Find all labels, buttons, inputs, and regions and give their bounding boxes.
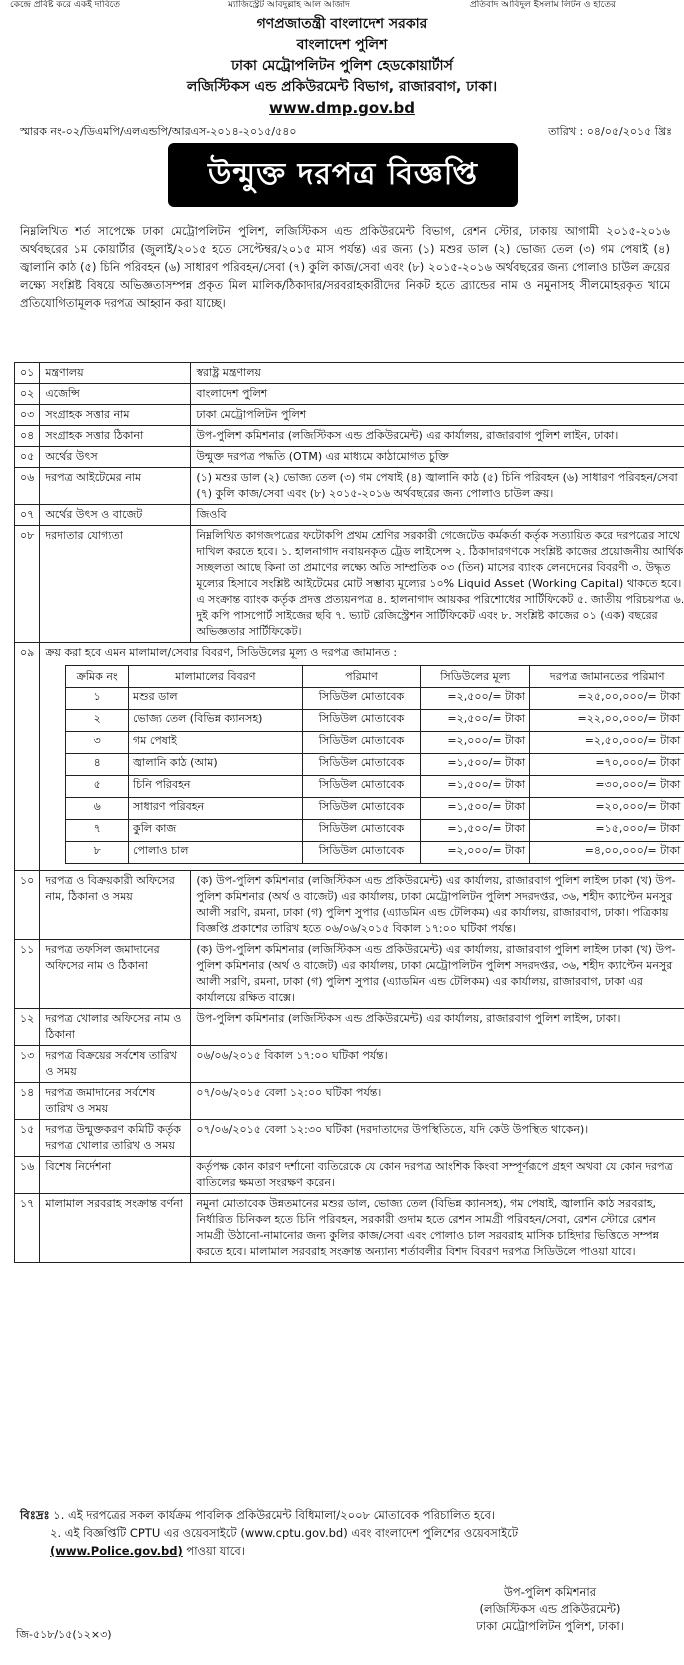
row-number: ০২ <box>15 384 40 405</box>
schedule-cell: =২,৫০০/= টাকা <box>421 710 530 732</box>
schedule-row <box>66 688 684 710</box>
row-number: ১৩ <box>15 1046 40 1083</box>
table-row <box>15 1009 684 1046</box>
table-row <box>15 1046 684 1083</box>
schedule-cell: জ্বালানি কাঠ (আম) <box>129 754 303 776</box>
publication-code: জি-৫১৮/১৫(১২×৩) <box>16 1628 112 1641</box>
row-label: অর্থের উৎস <box>40 447 191 468</box>
schedule-cell: =২,৫০,০০০/= টাকা <box>530 732 684 754</box>
row-value: জিওবি <box>191 505 684 526</box>
table-row <box>15 643 684 871</box>
schedule-cell: চিনি পরিবহন <box>129 776 303 798</box>
schedule-cell: =১,৫০০/= টাকা <box>421 820 530 842</box>
schedule-table <box>65 665 684 864</box>
letterhead <box>0 14 684 119</box>
schedule-cell: কুলি কাজ <box>129 820 303 842</box>
notice-title: উন্মুক্ত দরপত্র বিজ্ঞপ্তি <box>168 143 518 207</box>
row-label: দরপত্র খোলার অফিসের নাম ও ঠিকানা <box>40 1009 191 1046</box>
table-row <box>15 1120 684 1157</box>
table-row <box>15 405 684 426</box>
table-row <box>15 468 684 505</box>
row-label: অর্থের উৎস ও বাজেট <box>40 505 191 526</box>
schedule-cell: ১ <box>66 688 129 710</box>
table-row <box>15 363 684 384</box>
row-label: দরপত্র বিক্রয়ের সর্বশেষ তারিখ ও সময় <box>40 1046 191 1083</box>
memo-date: তারিখ : ০৪/০৫/২০১৫ খ্রিঃ <box>548 125 672 138</box>
row-number: ১২ <box>15 1009 40 1046</box>
schedule-cell: মশুর ডাল <box>129 688 303 710</box>
schedule-cell: সিডিউল মোতাবেক <box>302 732 420 754</box>
website-link[interactable]: www.dmp.gov.bd <box>269 99 415 117</box>
row-label: দরপত্র ও বিক্রয়কারী অফিসের নাম, ঠিকানা ও সময় <box>40 871 191 940</box>
schedule-row <box>66 754 684 776</box>
signature-block <box>430 1584 670 1635</box>
row-number: ০৪ <box>15 426 40 447</box>
table-row <box>15 384 684 405</box>
schedule-header: সিডিউলের মূল্য <box>421 666 530 688</box>
hq-name: ঢাকা মেট্রোপলিটন পুলিশ হেডকোয়ার্টার্স <box>231 58 453 74</box>
row-number: ০৮ <box>15 526 40 643</box>
schedule-cell: গম পেষাই <box>129 732 303 754</box>
row-label: দরপত্র জমাদানের সর্বশেষ তারিখ ও সময় <box>40 1083 191 1120</box>
table-row <box>15 1083 684 1120</box>
schedule-cell: =৩০,০০০/= টাকা <box>530 776 684 798</box>
schedule-cell: ভোজ্য তেল (বিভিন্ন ক্যানসহ) <box>129 710 303 732</box>
row-value: বাংলাদেশ পুলিশ <box>191 384 684 405</box>
intro-paragraph: নিম্নলিখিত শর্ত সাপেক্ষে ঢাকা মেট্রোপলিটন পুলিশ, লজিস্টিকস এন্ড প্রকিউরমেন্ট বিভাগ, রেশন স্টোর, ঢাকায় আগামী ২০১৫-২০১৬ অর্থবছরের ১ম কোয়ার্টার (জুলাই/২০১৫ হতে সেপ্টেম্বর/২০১৫ মাস পর্যন্ত) এর জন্য (১) মশুর ডাল (২) ভোজ্য তেল (৩) গম পেষাই (৪) জ্বালানি কাঠ (৫) চিনি পরিবহন (৬) সাধারণ পরিবহন/সেবা (৭) কুলি কাজ/সেবা এবং (৮) ২০১৫-২০১৬ অর্থবছরের জন্য পোলাও চাউল ক্রয়ের লক্ষ্যে সংশ্লিষ্ট বিষয়ে অভিজ্ঞতাসম্পন্ন প্রকৃত মিল মালিক/ঠিকাদার/সরবরাহকারীদের নিকট হতে ব্র্যান্ডের নাম ও নমুনাসহ সীলমোহরকৃত খামে প্রতিযোগিতামূলক দরপত্র আহ্বান করা যাচ্ছে। <box>20 224 670 310</box>
schedule-cell: =২,০০০/= টাকা <box>421 842 530 864</box>
row-label: দরদাতার যোগ্যতা <box>40 526 191 643</box>
govt-name: গণপ্রজাতন্ত্রী বাংলাদেশ সরকার <box>256 16 428 32</box>
schedule-cell: =১,৫০০/= টাকা <box>421 798 530 820</box>
row-label: সংগ্রাহক সত্তার নাম <box>40 405 191 426</box>
row-number: ০৯ <box>15 643 40 871</box>
schedule-cell: ২ <box>66 710 129 732</box>
memo-ref: স্মারক নং-০২/ডিএমপি/এলএন্ডপি/আরএস-২০১৪-২০১৫/৫৪০ <box>20 125 297 138</box>
row-label: বিশেষ নির্দেশনা <box>40 1157 191 1194</box>
schedule-cell: =১,৫০০/= টাকা <box>421 754 530 776</box>
table-row <box>15 526 684 643</box>
row-label: এজেন্সি <box>40 384 191 405</box>
schedule-cell: ৫ <box>66 776 129 798</box>
schedule-header: ক্রমিক নং <box>66 666 129 688</box>
row-number: ১০ <box>15 871 40 940</box>
schedule-cell: সিডিউল মোতাবেক <box>302 798 420 820</box>
signer-office: ঢাকা মেট্রোপলিটন পুলিশ, ঢাকা। <box>476 1619 624 1633</box>
schedule-header: দরপত্র জামানতের পরিমাণ <box>530 666 684 688</box>
schedule-cell: ৭ <box>66 820 129 842</box>
row-value: ঢাকা মেট্রোপলিটন পুলিশ <box>191 405 684 426</box>
schedule-cell: ৬ <box>66 798 129 820</box>
schedule-header: পরিমাণ <box>302 666 420 688</box>
row-value: ০৭/০৬/২০১৫ বেলা ১২:০০ ঘটিকা পর্যন্ত। <box>191 1083 684 1120</box>
tender-details-table <box>14 362 684 1263</box>
row-value: নমুনা মোতাবেক উন্নতমানের মশুর ডাল, ভোজ্য তেল (বিভিন্ন ক্যানসহ), গম পেষাই, জ্বালানি কাঠ সরবরাহ, নির্ধারিত চিনিকল হতে চিনি পরিবহন, সরকারী গুদাম হতে রেশন সামগ্রী পরিবহন/সেবা, রেশন স্টোরে রেশন সামগ্রী উঠানো-নামানোর জন্য কুলির কাজ/সেবা এবং পোলাও চাল সরবরাহ মাসিক চাহিদার ভিত্তিতে সম্পন্ন করতে হবে। মালামাল সরবরাহ সংক্রান্ত অন্যান্য শর্তাবলীর বিশদ বিবরণ দরপত্র সিডিউলে পাওয়া যাবে। <box>191 1194 684 1263</box>
cropped-top-strip <box>0 0 684 14</box>
schedule-row <box>66 820 684 842</box>
schedule-cell: =২,০০০/= টাকা <box>421 732 530 754</box>
note-2: ২. এই বিজ্ঞপ্তিটি CPTU এর ওয়েবসাইটে (www.cptu.gov.bd) এবং বাংলাদেশ পুলিশের ওয়েবসাইটে <box>50 1526 518 1540</box>
row-label: মালামাল সরবরাহ সংক্রান্ত বর্ণনা <box>40 1194 191 1263</box>
row-value: (ক) উপ-পুলিশ কমিশনার (লজিস্টিকস এন্ড প্রকিউরমেন্ট) এর কার্যালয়, রাজারবাগ পুলিশ লাইন্স ঢাকা (খ) উপ-পুলিশ কমিশনার (অর্থ ও বাজেট) এর কার্যালয়, ঢাকা মেট্রোপলিটন পুলিশ সদরদপ্তর, ৩৬, শহীদ ক্যাপ্টেন মনসুর আলী সরণি, রমনা, ঢাকা (গ) পুলিশ সুপার (এ্যাডমিন এন্ড টেলিকম) এর কার্যালয়, রাজারবাগ, ঢাকা এর কার্যালয়ে রক্ষিত বাক্সে। <box>191 940 684 1009</box>
signer-title: উপ-পুলিশ কমিশনার <box>503 1585 597 1599</box>
schedule-cell: =২২,০০,০০০/= টাকা <box>530 710 684 732</box>
row-label: মন্ত্রণালয় <box>40 363 191 384</box>
department-name: লজিস্টিকস এন্ড প্রকিউরমেন্ট বিভাগ, রাজারবাগ, ঢাকা। <box>186 79 498 95</box>
schedule-row <box>66 842 684 864</box>
schedule-cell: সিডিউল মোতাবেক <box>302 820 420 842</box>
row-number: ১১ <box>15 940 40 1009</box>
schedule-cell: সিডিউল মোতাবেক <box>302 710 420 732</box>
row-value: ০৭/০৬/২০১৫ বেলা ১২:৩০ ঘটিকা (দরদাতাদের উপস্থিতিতে, যদি কেউ উপস্থিত থাকেন)। <box>191 1120 684 1157</box>
row-label: ক্রয় করা হবে এমন মালামাল/সেবার বিবরণ, সিডিউলের মূল্য ও দরপত্র জামানত : <box>45 646 398 659</box>
row-number: ০৫ <box>15 447 40 468</box>
row-number: ১৬ <box>15 1157 40 1194</box>
table-row <box>15 447 684 468</box>
schedule-cell: সিডিউল মোতাবেক <box>302 754 420 776</box>
table-row <box>15 1157 684 1194</box>
schedule-row <box>66 710 684 732</box>
schedule-cell: সিডিউল মোতাবেক <box>302 842 420 864</box>
note-1: ১. এই দরপত্রের সকল কার্যক্রম পাবলিক প্রকিউরমেন্ট বিধিমালা/২০০৮ মোতাবেক পরিচালিত হবে। <box>53 1508 496 1522</box>
agency-name: বাংলাদেশ পুলিশ <box>296 37 388 53</box>
schedule-cell: ৮ <box>66 842 129 864</box>
row-value: কর্তৃপক্ষ কোন কারণ দর্শানো ব্যতিরেকে যে কোন দরপত্র আংশিক কিংবা সম্পূর্ণরূপে গ্রহণ অথবা যে কোন দরপত্র বাতিলের ক্ষমতা সংরক্ষণ করেন। <box>191 1157 684 1194</box>
schedule-cell: সাধারণ পরিবহন <box>129 798 303 820</box>
row-value: উপ-পুলিশ কমিশনার (লজিস্টিকস এন্ড প্রকিউরমেন্ট) এর কার্যালয়, রাজারবাগ পুলিশ লাইন, ঢাকা। <box>191 426 684 447</box>
schedule-cell: =১,৫০০/= টাকা <box>421 776 530 798</box>
schedule-row <box>66 732 684 754</box>
table-row <box>15 1194 684 1263</box>
row-value: উন্মুক্ত দরপত্র পদ্ধতি (OTM) এর মাধ্যমে কাঠামোগত চুক্তি <box>191 447 684 468</box>
schedule-cell: =২০,০০০/= টাকা <box>530 798 684 820</box>
row-number: ০৭ <box>15 505 40 526</box>
table-row <box>15 505 684 526</box>
table-row <box>15 871 684 940</box>
schedule-cell: =২৫,০০,০০০/= টাকা <box>530 688 684 710</box>
table-row <box>15 940 684 1009</box>
schedule-cell: =৪,০০,০০০/= টাকা <box>530 842 684 864</box>
notes-prefix: বিঃদ্রঃ <box>20 1508 50 1522</box>
row-label: দরপত্র আইটেমের নাম <box>40 468 191 505</box>
row-value: (ক) উপ-পুলিশ কমিশনার (লজিস্টিকস এন্ড প্রকিউরমেন্ট) এর কার্যালয়, রাজারবাগ পুলিশ লাইন্স ঢাকা (খ) উপ-পুলিশ কমিশনার (অর্থ ও বাজেট) এর কার্যালয়, ঢাকা মেট্রোপলিটন পুলিশ সদরদপ্তর, ৩৬, শহীদ ক্যাপ্টেন মনসুর আলী সরণি, রমনা, ঢাকা (গ) পুলিশ সুপার (এ্যাডমিন এন্ড টেলিকম) এর কার্যালয়, রাজারবাগ, ঢাকা। পত্রিকায় বিজ্ঞপ্তি প্রকাশের তারিখ হতে ০৬/০৬/২০১৫ বিকাল ১৭:০০ ঘটিকা পর্যন্ত। <box>191 871 684 940</box>
schedule-row <box>66 776 684 798</box>
top-strip-left: কেন্দ্রে প্রবিষ্ট করে একই দাবিতে <box>10 0 120 10</box>
table-row <box>15 426 684 447</box>
schedule-cell: পোলাও চাল <box>129 842 303 864</box>
note-2-tail: পাওয়া যাবে। <box>182 1544 245 1558</box>
schedule-row <box>66 798 684 820</box>
row-value: ০৬/০৬/২০১৫ বিকাল ১৭:০০ ঘটিকা পর্যন্ত। <box>191 1046 684 1083</box>
row-number: ১৫ <box>15 1120 40 1157</box>
row-number: ১৭ <box>15 1194 40 1263</box>
schedule-cell: =২,৫০০/= টাকা <box>421 688 530 710</box>
police-website-link[interactable]: (www.Police.gov.bd) <box>50 1544 183 1558</box>
row-value: স্বরাষ্ট্র মন্ত্রণালয় <box>191 363 684 384</box>
schedule-cell: সিডিউল মোতাবেক <box>302 776 420 798</box>
top-strip-right: প্রতিবাদ আবিদুল ইসলাম লিটন ও হাতের <box>470 0 616 10</box>
row-value: নিম্নলিখিত কাগজপত্রের ফটোকপি প্রথম শ্রেণির সরকারী গেজেটেড কর্মকর্তা কর্তৃক সত্যায়িত করে দরপত্রের সাথে দাখিল করতে হবে। ১. হালনাগাদ নবায়নকৃত ট্রেড লাইসেন্স ২. ঠিকাদারগণকে সংশ্লিষ্ট কাজের প্রয়োজনীয় আর্থিক সচ্ছলতা আছে কিনা তা প্রমাণের লক্ষ্যে অতি সাম্প্রতিক ০৩ (তিন) মাসের ব্যাংক লেনদেনের বিবরণী ৩. উদ্ধৃত মূল্যের হিসাবে সংশ্লিষ্ট আইটেমের মোট সম্ভাব্য মূল্যের ১০% Liquid Asset (Working Capital) থাকতে হবে। এ সংক্রান্ত ব্যাংক কর্তৃক প্রদত্ত প্রত্যয়নপত্র ৪. হালনাগাদ আয়কর পরিশোধের সার্টিফিকেট ৫. জাতীয় পরিচয়পত্র ৬. দুই কপি পাসপোর্ট সাইজের ছবি ৭. ভ্যাট রেজিস্ট্রেশন সার্টিফিকেট এবং ৮. সংশ্লিষ্ট কাজের ০১ (এক) বছরের অভিজ্ঞতার সার্টিফিকেট। <box>191 526 684 643</box>
schedule-cell: ৪ <box>66 754 129 776</box>
row-label: দরপত্র উন্মুক্তকরণ কমিটি কর্তৃক দরপত্র খোলার তারিখ ও সময় <box>40 1120 191 1157</box>
row-value: উপ-পুলিশ কমিশনার (লজিস্টিকস এন্ড প্রকিউরমেন্ট) এর কার্যালয়, রাজারবাগ পুলিশ লাইন্স, ঢাকা। <box>191 1009 684 1046</box>
signer-department: (লজিস্টিকস এন্ড প্রকিউরমেন্ট) <box>479 1602 621 1616</box>
row-number: ১৪ <box>15 1083 40 1120</box>
schedule-header: মালামালের বিবরণ <box>129 666 303 688</box>
notes-block <box>20 1506 670 1560</box>
row-value: (১) মশুর ডাল (২) ভোজ্য তেল (৩) গম পেষাই (৪) জ্বালানি কাঠ (৫) চিনি পরিবহন (৬) সাধারণ পরিবহন/সেবা (৭) কুলি কাজ/সেবা এবং (৮) ২০১৫-২০১৬ অর্থবছরের জন্য পোলাও চাউল ক্রয়। <box>191 468 684 505</box>
schedule-cell: সিডিউল মোতাবেক <box>302 688 420 710</box>
schedule-cell: =১৫,০০০/= টাকা <box>530 820 684 842</box>
row-label: সংগ্রাহক সত্তার ঠিকানা <box>40 426 191 447</box>
top-strip-center: ম্যাজিস্ট্রেট আবদুল্লাহ আল আজাদ <box>228 0 350 10</box>
row-number: ০৬ <box>15 468 40 505</box>
row-number: ০৩ <box>15 405 40 426</box>
row-number: ০১ <box>15 363 40 384</box>
row-label: দরপত্র তফসিল জমাদানের অফিসের নাম ও ঠিকানা <box>40 940 191 1009</box>
schedule-cell: ৩ <box>66 732 129 754</box>
schedule-cell: =৭০,০০০/= টাকা <box>530 754 684 776</box>
